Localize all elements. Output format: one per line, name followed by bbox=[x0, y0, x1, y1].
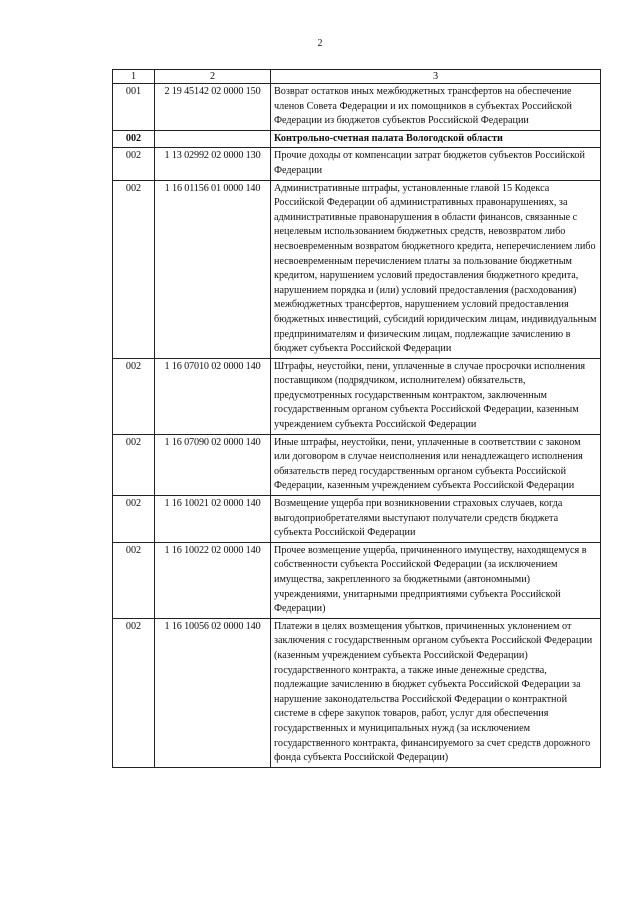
table-row bbox=[113, 542, 601, 618]
page-number: 2 bbox=[317, 38, 323, 49]
column-header-2: 2 bbox=[155, 70, 271, 84]
table-row bbox=[113, 358, 601, 434]
admin-code-cell: 002 bbox=[113, 180, 155, 358]
admin-code-cell: 001 bbox=[113, 84, 155, 131]
admin-code-cell: 002 bbox=[113, 618, 155, 767]
admin-code-cell: 002 bbox=[113, 542, 155, 618]
budget-classification-code-cell: 1 13 02992 02 0000 130 bbox=[155, 148, 271, 180]
admin-code-cell: 002 bbox=[113, 434, 155, 495]
admin-code-cell: 002 bbox=[113, 496, 155, 543]
admin-code-cell: 002 bbox=[113, 148, 155, 180]
budget-classification-code-cell: 1 16 10021 02 0000 140 bbox=[155, 496, 271, 543]
table-header-row bbox=[113, 70, 601, 84]
table-row bbox=[113, 148, 601, 180]
revenue-description-cell: Возмещение ущерба при возникновении страховых случаев, когда выгодоприобретателями выступают получатели средств бюджета субъекта Российской Федерации bbox=[271, 496, 601, 543]
budget-classification-code-cell: 1 16 07010 02 0000 140 bbox=[155, 358, 271, 434]
column-header-1: 1 bbox=[113, 70, 155, 84]
admin-code-cell: 002 bbox=[113, 358, 155, 434]
table-row bbox=[113, 84, 601, 131]
revenue-description-cell: Иные штрафы, неустойки, пени, уплаченные в соответствии с законом или договором в случае неисполнения или ненадлежащего исполнения обязательств перед государственным органом субъекта Российской Федерации, казенным учреждением субъекта Российской Федерации bbox=[271, 434, 601, 495]
budget-classification-code-cell: 2 19 45142 02 0000 150 bbox=[155, 84, 271, 131]
revenue-description-cell: Штрафы, неустойки, пени, уплаченные в случае просрочки исполнения поставщиком (подрядчиком, исполнителем) обязательств, предусмотренных государственным контрактом, заключенным государственным органом субъекта Российской Федерации, казенным учреждением субъекта Российской Федерации bbox=[271, 358, 601, 434]
table-row bbox=[113, 496, 601, 543]
table-row bbox=[113, 434, 601, 495]
revenue-description-cell: Платежи в целях возмещения убытков, причиненных уклонением от заключения с государственным органом субъекта Российской Федерации (казенным учреждением субъекта Российской Федерации) государственного контракта, а также иные денежные средства, подлежащие зачислению в бюджет субъекта Российской Федерации за нарушение законодательства Российской Федерации о контрактной системе в сфере закупок товаров, работ, услуг для обеспечения государственных и муниципальных нужд (за исключением государственного контракта, финансируемого за счет средств дорожного фонда субъекта Российской Федерации) bbox=[271, 618, 601, 767]
table-row bbox=[113, 618, 601, 767]
revenue-description-cell: Возврат остатков иных межбюджетных трансфертов на обеспечение членов Совета Федерации и их помощников в субъектах Российской Федерации из бюджетов субъектов Российской Федерации bbox=[271, 84, 601, 131]
administrator-name-cell: Контрольно-счетная палата Вологодской области bbox=[271, 130, 601, 148]
budget-classification-code-cell: 1 16 01156 01 0000 140 bbox=[155, 180, 271, 358]
revenue-description-cell: Прочие доходы от компенсации затрат бюджетов субъектов Российской Федерации bbox=[271, 148, 601, 180]
budget-classification-code-cell: 1 16 07090 02 0000 140 bbox=[155, 434, 271, 495]
column-header-3: 3 bbox=[271, 70, 601, 84]
section-header-row bbox=[113, 130, 601, 148]
revenue-description-cell: Административные штрафы, установленные главой 15 Кодекса Российской Федерации об административных правонарушениях, за административные правонарушения в области финансов, связанные с нецелевым использованием бюджетных средств, невозвратом либо несвоевременным возвратом бюджетного кредита, неперечислением либо несвоевременным перечислением платы за пользование бюджетным кредитом, нарушением условий предоставления бюджетного кредита, нарушением порядка и (или) условий предоставления (расходования) межбюджетных трансфертов, нарушением условий предоставления бюджетных инвестиций, субсидий юридическим лицам, индивидуальным предпринимателям и физическим лицам, подлежащие зачислению в бюджет субъекта Российской Федерации bbox=[271, 180, 601, 358]
revenue-codes-table bbox=[112, 69, 601, 768]
budget-classification-code-cell bbox=[155, 130, 271, 148]
budget-classification-code-cell: 1 16 10022 02 0000 140 bbox=[155, 542, 271, 618]
admin-code-cell: 002 bbox=[113, 130, 155, 148]
table-row bbox=[113, 180, 601, 358]
revenue-description-cell: Прочее возмещение ущерба, причиненного имуществу, находящемуся в собственности субъекта Российской Федерации (за исключением имущества, закрепленного за бюджетными (автономными) учреждениями, унитарными предприятиями субъекта Российской Федерации) bbox=[271, 542, 601, 618]
budget-classification-code-cell: 1 16 10056 02 0000 140 bbox=[155, 618, 271, 767]
